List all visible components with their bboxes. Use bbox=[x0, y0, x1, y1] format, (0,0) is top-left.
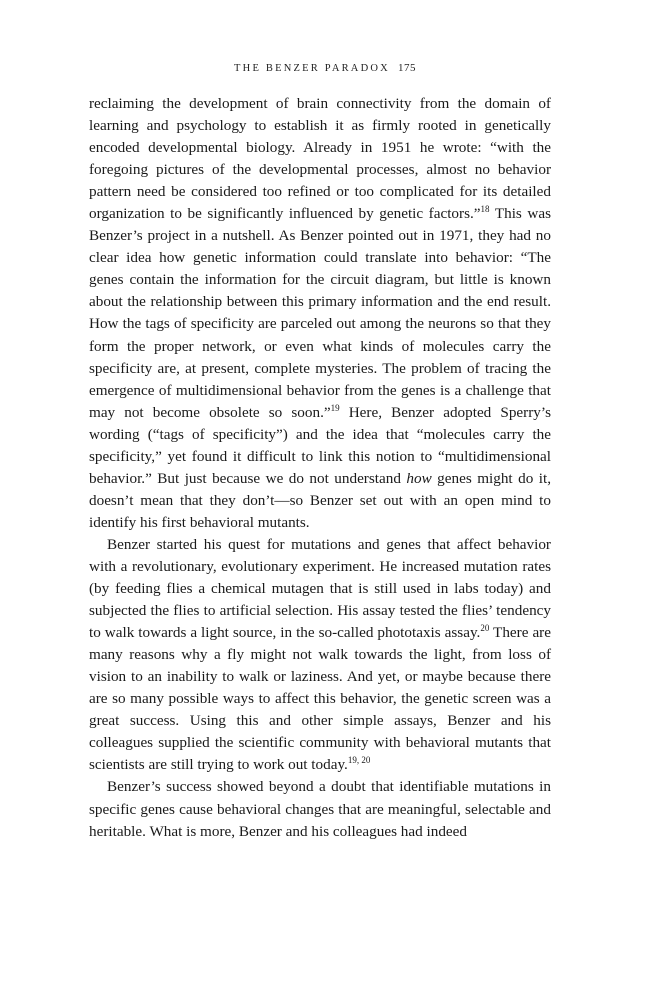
paragraph-benzer-success bbox=[89, 776, 551, 842]
footnote-ref-18: 18 bbox=[480, 204, 490, 215]
paragraph-text: genes might do it, doesn’t mean that they don’t—so Benzer set out with an open mind to identify his first behavioral mutants. bbox=[89, 469, 551, 531]
emphasis-text: how bbox=[406, 469, 432, 487]
running-head-title: THE BENZER PARADOX bbox=[234, 63, 390, 74]
paragraph-text: reclaiming the development of brain connectivity from the domain of learning and psychology to establish it as firmly rooted in genetically encoded developmental biology. Already in 1951 he wrote: “with the foregoing pictures of the developmental processes, almost no behavior pattern need be considered too refined or too complicated for its detailed organization to be significantly influenced by genetic factors.” bbox=[89, 95, 551, 223]
footnote-ref-20: 20 bbox=[480, 623, 490, 634]
paragraph-text: There are many reasons why a fly might not walk towards the light, from loss of vision to an inability to walk or laziness. And yet, or maybe because there are so many possible ways to affect this behavior, the genetic screen was a great success. Using this and other simple assays, Benzer and his colleagues supplied the scientific community with behavioral mutants that scientists are still trying to work out today. bbox=[89, 624, 551, 774]
running-head bbox=[0, 62, 650, 74]
footnote-ref-19-20: 19, 20 bbox=[347, 755, 371, 766]
footnote-ref-19: 19 bbox=[330, 402, 340, 413]
paragraph-continued bbox=[89, 93, 551, 534]
paragraph-text: Benzer started his quest for mutations and genes that affect behavior with a revolutionary, evolutionary experiment. He increased mutation rates (by feeding flies a chemical mutagen that is still used in labs today) and subjected the flies to artificial selection. His assay tested the flies’ tendency to walk towards a light source, in the so-called phototaxis assay. bbox=[89, 535, 551, 642]
paragraph-benzer-quest bbox=[89, 534, 551, 777]
page-number: 175 bbox=[397, 62, 416, 74]
body-text bbox=[89, 93, 551, 843]
paragraph-text: This was Benzer’s project in a nutshell. As Benzer pointed out in 1971, they had no clear idea how genetic information could translate into behavior: “The genes contain the information for the circuit diagram, but little is known about the relationship between this primary information and the end result. How the tags of specificity are parceled out among the neurons so that they form the proper network, or even what kinds of molecules carry the specificity are, at present, complete mysteries. The problem of tracing the emergence of multidimensional behavior from the genes is a challenge that may not become obsolete so soon.” bbox=[89, 205, 551, 421]
paragraph-text: Benzer’s success showed beyond a doubt that identifiable mutations in specific genes cause behavioral changes that are meaningful, selectable and heritable. What is more, Benzer and his colleagues had indeed bbox=[89, 778, 551, 840]
paragraph-text: Here, Benzer adopted Sperry’s wording (“tags of specificity”) and the idea that “molecules carry the specificity,” yet found it difficult to link this notion to “multidimensional behavior.” But just because we do not understand bbox=[89, 403, 551, 487]
